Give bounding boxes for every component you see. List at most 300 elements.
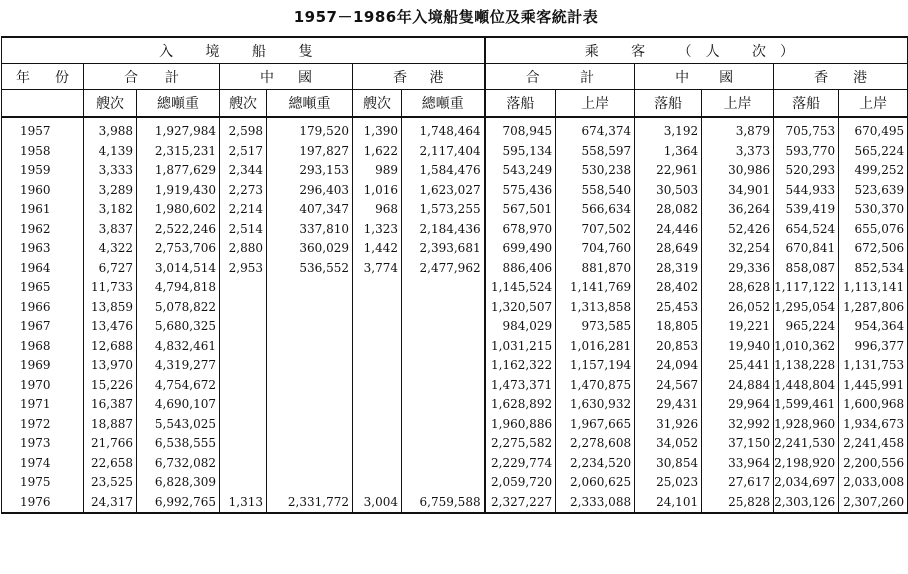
ships-total-count-cell: 12,688: [84, 337, 137, 357]
ships-total-count-cell: 22,658: [84, 454, 137, 474]
ships-hk-tonnage-cell: [402, 473, 485, 493]
statistics-table: [1, 36, 908, 514]
passengers-china-disembark-cell: 27,617: [702, 473, 774, 493]
passengers-hk-disembark-cell: 523,639: [839, 181, 908, 201]
passengers-hk-disembark-cell: 670,495: [839, 117, 908, 142]
ships-total-count-cell: 13,859: [84, 298, 137, 318]
passengers-total-embark-cell: 1,162,322: [485, 356, 556, 376]
ships-china-count-cell: [220, 356, 267, 376]
ships-total-count-cell: 3,837: [84, 220, 137, 240]
ships-china-count-cell: [220, 298, 267, 318]
table-row: [2, 142, 908, 162]
ships-total-count-cell: 16,387: [84, 395, 137, 415]
passengers-total-disembark-cell: 566,634: [556, 200, 635, 220]
year-cell: 1964: [2, 259, 84, 279]
passengers-hk-embark-cell: 705,753: [774, 117, 839, 142]
passengers-china-disembark-cell: 25,828: [702, 493, 774, 514]
passengers-total-embark-cell: 1,145,524: [485, 278, 556, 298]
year-cell: 1962: [2, 220, 84, 240]
ships-total-tonnage-cell: 1,919,430: [137, 181, 220, 201]
ships-group-header: 入 境 船 隻: [2, 37, 485, 64]
passengers-china-embark-cell: 29,431: [635, 395, 702, 415]
passengers-total-embark-cell: 2,229,774: [485, 454, 556, 474]
ships-hk-count-cell: [353, 337, 402, 357]
table-row: [2, 395, 908, 415]
ships-china-tonnage-cell: 536,552: [267, 259, 353, 279]
ships-hk-count-cell: 968: [353, 200, 402, 220]
passengers-china-disembark-cell: 33,964: [702, 454, 774, 474]
passengers-hk-embark-cell: 2,034,697: [774, 473, 839, 493]
ships-china-count-cell: [220, 415, 267, 435]
ships-hk-tonnage-cell: [402, 415, 485, 435]
passengers-hk-embark-header: 落船: [774, 90, 839, 118]
passengers-total-disembark-header: 上岸: [556, 90, 635, 118]
passengers-china-embark-cell: 24,567: [635, 376, 702, 396]
ships-total-tonnage-cell: 6,992,765: [137, 493, 220, 514]
ships-total-count-cell: 21,766: [84, 434, 137, 454]
passengers-hk-disembark-cell: 530,370: [839, 200, 908, 220]
passengers-hk-disembark-cell: 1,113,141: [839, 278, 908, 298]
passengers-hk-embark-cell: 1,138,228: [774, 356, 839, 376]
table-row: [2, 337, 908, 357]
passengers-total-embark-cell: 1,473,371: [485, 376, 556, 396]
ships-hk-tonnage-cell: 6,759,588: [402, 493, 485, 514]
passengers-hk-embark-cell: 593,770: [774, 142, 839, 162]
year-cell: 1963: [2, 239, 84, 259]
ships-total-tonnage-cell: 4,754,672: [137, 376, 220, 396]
ships-hk-tonnage-cell: 1,573,255: [402, 200, 485, 220]
ships-total-count-cell: 23,525: [84, 473, 137, 493]
passengers-china-embark-cell: 28,082: [635, 200, 702, 220]
passengers-china-disembark-cell: 29,964: [702, 395, 774, 415]
table-row: [2, 239, 908, 259]
table-row: [2, 298, 908, 318]
ships-total-count-cell: 3,182: [84, 200, 137, 220]
passengers-total-disembark-cell: 1,630,932: [556, 395, 635, 415]
ships-hk-count-cell: 1,016: [353, 181, 402, 201]
passengers-hk-disembark-cell: 499,252: [839, 161, 908, 181]
header-row-groups: [2, 37, 908, 64]
ships-china-tonnage-cell: [267, 356, 353, 376]
passengers-total-embark-cell: 708,945: [485, 117, 556, 142]
passengers-total-disembark-cell: 558,597: [556, 142, 635, 162]
passengers-total-disembark-cell: 707,502: [556, 220, 635, 240]
ships-hk-tonnage-cell: 2,393,681: [402, 239, 485, 259]
year-cell: 1969: [2, 356, 84, 376]
passengers-hk-disembark-header: 上岸: [839, 90, 908, 118]
passengers-china-disembark-cell: 25,441: [702, 356, 774, 376]
passengers-china-disembark-cell: 32,254: [702, 239, 774, 259]
ships-china-count-cell: [220, 278, 267, 298]
ships-hk-count-cell: 1,390: [353, 117, 402, 142]
passengers-hk-disembark-cell: 2,241,458: [839, 434, 908, 454]
passengers-total-embark-cell: 886,406: [485, 259, 556, 279]
ships-total-tonnage-cell: 6,538,555: [137, 434, 220, 454]
year-cell: 1958: [2, 142, 84, 162]
ships-total-count-cell: 15,226: [84, 376, 137, 396]
year-cell: 1967: [2, 317, 84, 337]
passengers-hk-embark-cell: 1,010,362: [774, 337, 839, 357]
ships-china-tonnage-cell: 337,810: [267, 220, 353, 240]
passengers-china-disembark-cell: 37,150: [702, 434, 774, 454]
passengers-total-embark-cell: 543,249: [485, 161, 556, 181]
passengers-total-disembark-cell: 558,540: [556, 181, 635, 201]
ships-china-count-cell: [220, 376, 267, 396]
ships-total-tonnage-cell: 2,315,231: [137, 142, 220, 162]
ships-china-tonnage-cell: [267, 278, 353, 298]
ships-china-tonnage-cell: [267, 298, 353, 318]
passengers-china-embark-cell: 34,052: [635, 434, 702, 454]
passengers-total-embark-cell: 1,031,215: [485, 337, 556, 357]
ships-china-tonnage-cell: 296,403: [267, 181, 353, 201]
table-row: [2, 220, 908, 240]
ships-hk-tonnage-cell: [402, 395, 485, 415]
ships-total-count-cell: 13,970: [84, 356, 137, 376]
passengers-china-disembark-cell: 26,052: [702, 298, 774, 318]
ships-china-tonnage-cell: [267, 337, 353, 357]
passengers-hk-embark-cell: 670,841: [774, 239, 839, 259]
passengers-china-embark-cell: 28,319: [635, 259, 702, 279]
year-subheader: [2, 90, 84, 118]
passengers-china-disembark-cell: 32,992: [702, 415, 774, 435]
passengers-hk-disembark-cell: 1,131,753: [839, 356, 908, 376]
ships-china-count-cell: 2,514: [220, 220, 267, 240]
passengers-china-embark-cell: 24,094: [635, 356, 702, 376]
passengers-total-disembark-cell: 973,585: [556, 317, 635, 337]
ships-total-count-cell: 4,139: [84, 142, 137, 162]
ships-hk-tonnage-cell: 2,477,962: [402, 259, 485, 279]
ships-total-tonnage-cell: 1,980,602: [137, 200, 220, 220]
passengers-china-embark-cell: 24,101: [635, 493, 702, 514]
table-row: [2, 278, 908, 298]
passengers-total-disembark-cell: 1,967,665: [556, 415, 635, 435]
passengers-hk-embark-cell: 2,198,920: [774, 454, 839, 474]
passengers-hk-disembark-cell: 1,287,806: [839, 298, 908, 318]
passengers-total-disembark-cell: 2,234,520: [556, 454, 635, 474]
ships-china-count-cell: [220, 434, 267, 454]
year-cell: 1968: [2, 337, 84, 357]
year-cell: 1961: [2, 200, 84, 220]
table-header: [2, 37, 908, 117]
passengers-hk-embark-cell: 544,933: [774, 181, 839, 201]
ships-hk-tonnage-cell: 1,748,464: [402, 117, 485, 142]
passengers-china-disembark-cell: 52,426: [702, 220, 774, 240]
ships-china-tonnage-cell: [267, 395, 353, 415]
table-row: [2, 376, 908, 396]
passengers-hk-disembark-cell: 2,307,260: [839, 493, 908, 514]
passengers-total-disembark-cell: 2,278,608: [556, 434, 635, 454]
ships-hk-tonnage-cell: 1,584,476: [402, 161, 485, 181]
passengers-china-embark-cell: 28,649: [635, 239, 702, 259]
passengers-total-disembark-cell: 1,016,281: [556, 337, 635, 357]
year-cell: 1970: [2, 376, 84, 396]
year-cell: 1965: [2, 278, 84, 298]
ships-total-tonnage-cell: 1,877,629: [137, 161, 220, 181]
ships-china-tonnage-cell: 407,347: [267, 200, 353, 220]
passengers-total-disembark-cell: 704,760: [556, 239, 635, 259]
passengers-total-embark-cell: 575,436: [485, 181, 556, 201]
ships-china-count-cell: [220, 337, 267, 357]
ships-hk-tonnage-cell: [402, 278, 485, 298]
passengers-hk-header: 香 港: [774, 64, 908, 90]
ships-total-tonnage-cell: 2,753,706: [137, 239, 220, 259]
passengers-total-header: 合 計: [485, 64, 635, 90]
passengers-hk-embark-cell: 539,419: [774, 200, 839, 220]
passengers-hk-disembark-cell: 996,377: [839, 337, 908, 357]
ships-total-tonnage-cell: 4,832,461: [137, 337, 220, 357]
ships-hk-count-cell: 1,622: [353, 142, 402, 162]
passengers-total-embark-cell: 984,029: [485, 317, 556, 337]
passengers-hk-disembark-cell: 655,076: [839, 220, 908, 240]
passengers-hk-embark-cell: 654,524: [774, 220, 839, 240]
ships-china-tonnage-cell: [267, 376, 353, 396]
ships-china-tonnage-header: 總噸重: [267, 90, 353, 118]
ships-china-count-cell: 2,953: [220, 259, 267, 279]
header-row-categories: [2, 64, 908, 90]
table-row: [2, 117, 908, 142]
ships-total-tonnage-cell: 4,794,818: [137, 278, 220, 298]
passengers-china-embark-cell: 20,853: [635, 337, 702, 357]
table-body: [2, 117, 908, 513]
ships-total-count-cell: 18,887: [84, 415, 137, 435]
passengers-china-embark-cell: 30,503: [635, 181, 702, 201]
passengers-hk-embark-cell: 1,117,122: [774, 278, 839, 298]
passengers-hk-disembark-cell: 852,534: [839, 259, 908, 279]
ships-hk-count-cell: [353, 395, 402, 415]
table-row: [2, 317, 908, 337]
passengers-china-disembark-cell: 28,628: [702, 278, 774, 298]
ships-hk-tonnage-cell: [402, 434, 485, 454]
passengers-total-disembark-cell: 2,060,625: [556, 473, 635, 493]
ships-total-count-cell: 13,476: [84, 317, 137, 337]
passengers-total-disembark-cell: 530,238: [556, 161, 635, 181]
table-row: [2, 493, 908, 514]
passengers-total-embark-cell: 1,628,892: [485, 395, 556, 415]
ships-china-header: 中 國: [220, 64, 353, 90]
ships-china-tonnage-cell: 179,520: [267, 117, 353, 142]
passengers-total-embark-cell: 678,970: [485, 220, 556, 240]
ships-hk-tonnage-cell: 2,117,404: [402, 142, 485, 162]
ships-total-count-cell: 3,988: [84, 117, 137, 142]
passengers-total-disembark-cell: 674,374: [556, 117, 635, 142]
ships-total-tonnage-cell: 4,319,277: [137, 356, 220, 376]
passengers-china-embark-header: 落船: [635, 90, 702, 118]
passengers-total-disembark-cell: 881,870: [556, 259, 635, 279]
ships-total-tonnage-cell: 6,732,082: [137, 454, 220, 474]
ships-hk-count-cell: [353, 298, 402, 318]
table-row: [2, 415, 908, 435]
ships-china-count-cell: [220, 395, 267, 415]
ships-total-tonnage-cell: 5,078,822: [137, 298, 220, 318]
passengers-china-embark-cell: 24,446: [635, 220, 702, 240]
passengers-total-disembark-cell: 1,157,194: [556, 356, 635, 376]
ships-china-count-cell: 1,313: [220, 493, 267, 514]
ships-china-tonnage-cell: 197,827: [267, 142, 353, 162]
year-cell: 1957: [2, 117, 84, 142]
ships-total-count-header: 艘次: [84, 90, 137, 118]
passengers-hk-disembark-cell: 672,506: [839, 239, 908, 259]
ships-hk-count-cell: 1,442: [353, 239, 402, 259]
ships-hk-count-cell: [353, 278, 402, 298]
ships-total-header: 合 計: [84, 64, 220, 90]
passengers-hk-embark-cell: 965,224: [774, 317, 839, 337]
ships-hk-count-cell: [353, 473, 402, 493]
ships-hk-count-cell: 3,774: [353, 259, 402, 279]
ships-total-tonnage-cell: 1,927,984: [137, 117, 220, 142]
passengers-hk-embark-cell: 1,928,960: [774, 415, 839, 435]
passengers-hk-embark-cell: 1,295,054: [774, 298, 839, 318]
ships-hk-tonnage-header: 總噸重: [402, 90, 485, 118]
ships-china-count-cell: [220, 473, 267, 493]
passengers-total-disembark-cell: 1,470,875: [556, 376, 635, 396]
ships-china-count-cell: 2,273: [220, 181, 267, 201]
ships-china-count-cell: [220, 317, 267, 337]
passengers-total-embark-cell: 699,490: [485, 239, 556, 259]
table-row: [2, 473, 908, 493]
passengers-china-disembark-cell: 30,986: [702, 161, 774, 181]
ships-total-count-cell: 11,733: [84, 278, 137, 298]
passengers-total-embark-cell: 595,134: [485, 142, 556, 162]
passengers-china-disembark-cell: 3,879: [702, 117, 774, 142]
year-cell: 1975: [2, 473, 84, 493]
passengers-total-embark-header: 落船: [485, 90, 556, 118]
year-cell: 1974: [2, 454, 84, 474]
ships-china-tonnage-cell: 2,331,772: [267, 493, 353, 514]
page-title: 1957－1986年入境船隻噸位及乘客統計表: [293, 8, 599, 26]
ships-total-count-cell: 24,317: [84, 493, 137, 514]
passengers-china-embark-cell: 3,192: [635, 117, 702, 142]
passengers-hk-embark-cell: 1,599,461: [774, 395, 839, 415]
passengers-china-embark-cell: 25,023: [635, 473, 702, 493]
passengers-hk-embark-cell: 2,241,530: [774, 434, 839, 454]
passengers-china-disembark-cell: 34,901: [702, 181, 774, 201]
ships-china-count-cell: [220, 454, 267, 474]
passengers-china-disembark-cell: 3,373: [702, 142, 774, 162]
ships-china-tonnage-cell: 360,029: [267, 239, 353, 259]
table-row: [2, 434, 908, 454]
passengers-hk-embark-cell: 1,448,804: [774, 376, 839, 396]
ships-hk-tonnage-cell: [402, 337, 485, 357]
passengers-hk-disembark-cell: 1,445,991: [839, 376, 908, 396]
table-row: [2, 356, 908, 376]
ships-total-count-cell: 3,289: [84, 181, 137, 201]
ships-china-tonnage-cell: 293,153: [267, 161, 353, 181]
ships-total-count-cell: 3,333: [84, 161, 137, 181]
ships-china-tonnage-cell: [267, 434, 353, 454]
ships-total-tonnage-cell: 6,828,309: [137, 473, 220, 493]
passengers-china-disembark-cell: 19,221: [702, 317, 774, 337]
ships-china-tonnage-cell: [267, 415, 353, 435]
passengers-china-header: 中 國: [635, 64, 774, 90]
passengers-china-disembark-cell: 36,264: [702, 200, 774, 220]
ships-hk-tonnage-cell: 2,184,436: [402, 220, 485, 240]
ships-hk-count-cell: [353, 376, 402, 396]
passengers-china-embark-cell: 1,364: [635, 142, 702, 162]
passengers-china-embark-cell: 30,854: [635, 454, 702, 474]
year-cell: 1959: [2, 161, 84, 181]
year-cell: 1973: [2, 434, 84, 454]
year-cell: 1972: [2, 415, 84, 435]
passengers-china-disembark-header: 上岸: [702, 90, 774, 118]
passengers-total-embark-cell: 1,960,886: [485, 415, 556, 435]
ships-total-count-cell: 4,322: [84, 239, 137, 259]
ships-total-tonnage-cell: 3,014,514: [137, 259, 220, 279]
ships-total-tonnage-header: 總噸重: [137, 90, 220, 118]
passengers-total-embark-cell: 2,275,582: [485, 434, 556, 454]
ships-china-count-cell: 2,517: [220, 142, 267, 162]
ships-total-tonnage-cell: 5,680,325: [137, 317, 220, 337]
passengers-total-embark-cell: 567,501: [485, 200, 556, 220]
ships-total-count-cell: 6,727: [84, 259, 137, 279]
ships-hk-count-cell: 989: [353, 161, 402, 181]
year-header: 年 份: [2, 64, 84, 90]
passengers-china-disembark-cell: 24,884: [702, 376, 774, 396]
ships-hk-count-header: 艘次: [353, 90, 402, 118]
ships-china-count-cell: 2,598: [220, 117, 267, 142]
header-row-subcolumns: [2, 90, 908, 118]
ships-china-count-header: 艘次: [220, 90, 267, 118]
passengers-hk-embark-cell: 2,303,126: [774, 493, 839, 514]
ships-total-tonnage-cell: 4,690,107: [137, 395, 220, 415]
year-cell: 1976: [2, 493, 84, 514]
table-row: [2, 259, 908, 279]
passengers-china-embark-cell: 31,926: [635, 415, 702, 435]
ships-hk-tonnage-cell: [402, 454, 485, 474]
ships-hk-tonnage-cell: [402, 356, 485, 376]
ships-hk-count-cell: [353, 415, 402, 435]
passengers-total-disembark-cell: 1,313,858: [556, 298, 635, 318]
passengers-china-embark-cell: 22,961: [635, 161, 702, 181]
ships-hk-header: 香 港: [353, 64, 485, 90]
passengers-china-disembark-cell: 19,940: [702, 337, 774, 357]
table-row: [2, 181, 908, 201]
ships-china-tonnage-cell: [267, 317, 353, 337]
passengers-total-embark-cell: 1,320,507: [485, 298, 556, 318]
passengers-total-embark-cell: 2,059,720: [485, 473, 556, 493]
passengers-hk-disembark-cell: 565,224: [839, 142, 908, 162]
passengers-hk-disembark-cell: 2,200,556: [839, 454, 908, 474]
ships-china-count-cell: 2,344: [220, 161, 267, 181]
ships-hk-count-cell: 1,323: [353, 220, 402, 240]
ships-hk-count-cell: [353, 454, 402, 474]
ships-hk-count-cell: [353, 317, 402, 337]
ships-hk-tonnage-cell: [402, 317, 485, 337]
table-row: [2, 454, 908, 474]
ships-hk-count-cell: 3,004: [353, 493, 402, 514]
ships-hk-count-cell: [353, 356, 402, 376]
table-row: [2, 200, 908, 220]
passengers-china-disembark-cell: 29,336: [702, 259, 774, 279]
year-cell: 1966: [2, 298, 84, 318]
ships-china-count-cell: 2,214: [220, 200, 267, 220]
ships-hk-count-cell: [353, 434, 402, 454]
passengers-total-disembark-cell: 2,333,088: [556, 493, 635, 514]
passengers-total-disembark-cell: 1,141,769: [556, 278, 635, 298]
passengers-hk-embark-cell: 858,087: [774, 259, 839, 279]
year-cell: 1960: [2, 181, 84, 201]
ships-hk-tonnage-cell: 1,623,027: [402, 181, 485, 201]
passengers-group-header: 乘 客 （人 次）: [485, 37, 908, 64]
passengers-hk-disembark-cell: 1,934,673: [839, 415, 908, 435]
passengers-total-embark-cell: 2,327,227: [485, 493, 556, 514]
ships-total-tonnage-cell: 5,543,025: [137, 415, 220, 435]
passengers-hk-disembark-cell: 954,364: [839, 317, 908, 337]
passengers-hk-disembark-cell: 1,600,968: [839, 395, 908, 415]
passengers-hk-disembark-cell: 2,033,008: [839, 473, 908, 493]
ships-hk-tonnage-cell: [402, 298, 485, 318]
year-cell: 1971: [2, 395, 84, 415]
passengers-china-embark-cell: 25,453: [635, 298, 702, 318]
